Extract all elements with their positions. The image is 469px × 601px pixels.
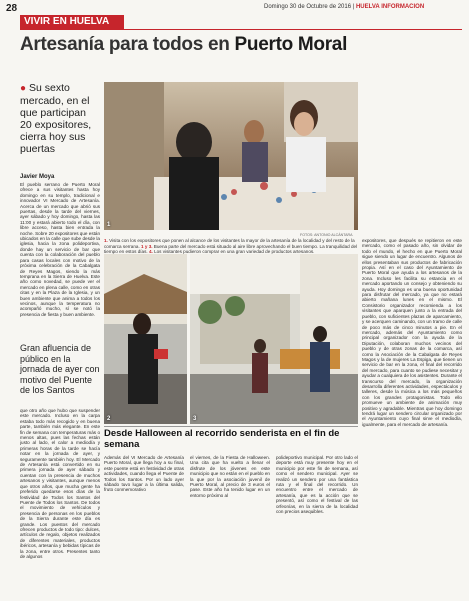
photo-number-1: 1 [107,222,111,228]
headline-place: Puerto Moral [234,34,348,55]
caption-text-1: Visita con los expositores que ponen al alcance de los visitantes la mayor de la artesanía de la localidad y del resto de la comarca serrana. [104,238,355,249]
byline: Javier Moya [20,174,55,180]
pull-quote: Gran afluencia de público en la jornada de ayer con motivo del Puente de los Santos [20,343,100,395]
lead-text [20,82,100,155]
bullet-dot-icon: ● [20,83,27,94]
photo-caption [104,238,358,255]
caption-num-3: 4. [148,249,153,255]
photo-credit: FOTOS: ANTONIO ALCÁNTARA [300,233,353,237]
body-column-1a: El pueblo serrano de Puerto Moral ofrece a sus visitantes hasta hoy domingo en su templo, tradicional e innovador VI Mercado de Artesanía. Acerca de un mercado que abrió sus puertas, desde la tarde del viernes, ayer sábado y hoy domingo, hasta las 11:00 y estará abierto todo el día, con libre acceso, hasta bien entrada la noche. Sobre 20 expositores que están ubicados en la calle que sube desde la iglesia, hacia la zona polideportiva, donde hay un servicio de bar que cuenta con la colaboración del pueblo para casas locales con motivo de la próxima celebración de la Cabalgata de Reyes Magos, siendo la más temprana en la Sierra de Huelva. Este año como novedad, se puede ver el mercado en plena calle, como en otras citas y en la Plaza de la Iglesia, y un buen ambiente que anima a todos los vecinos, aunque la temperatura no acompañó mucho, sí se notó la presencia de fiesta y buen ambiente. [20,182,100,317]
dateline [264,4,424,10]
section-label: VIVIR EN HUELVA [20,15,124,29]
photo-2-illustration [104,254,187,424]
page-number: 28 [6,3,18,14]
caption-num-1: 1. [104,238,108,243]
section-rule [20,29,462,30]
photo-main-market [104,82,358,230]
caption-text-3: Los visitantes pudieron comprar en una gran variedad de productos artesanos. [152,249,315,255]
lead-body: Su sexto mercado, en el que participan 20 expositores, cierra hoy sus puertas [20,82,92,155]
sub-body-column-3: polideportivo municipal. Por otro lado el deporte está muy presente hoy en el municipio por este fin de semana, así como el sendero municipal. Ayer se realizó un sendero por una fantástica ruta y el final del recorrido. Un encuentro entre el mercado de artesanía, que es la acción que se presentó, así como el festival de las orfeonías, en la sierra de la localidad con precios asequibles. [276,455,358,515]
dateline-separator: | [351,4,356,10]
sub-body-column-2: el viernes, de la Fiesta de Halloween. Una cita que ha vuelto a llenar el disfrute de los jóvenes en este municipio que no están en el pueblo en la que por la asociación juvenil de Puerto Moral, al precio de 3 euros el pase. Este año ha tenido lugar en un entorno próximo al [190,455,270,498]
dateline-date: Domingo 30 de Octubre de 2016 [264,4,352,10]
dateline-brand: HUELVA INFORMACION [355,4,425,10]
caption-text-2: Buena parte del mercado está situado al aire libre aprovechando el buen tiempo. La tranquilidad del tiempo en estos días. [104,243,358,255]
photo-street-visitor [104,254,187,424]
headline [20,34,462,56]
sub-article-rule [104,426,358,427]
sub-headline: Desde Halloween al recorrido senderista en el fin de semana [104,428,340,450]
photo-number-3: 3 [193,416,197,422]
photo-street-market [190,254,358,424]
sub-body-column-1: Además del VI Mercado de Artesanía Puerto Moral, que llega hoy a su final, este puente está en festividad de otras actividades, cuando llega el Puente de Todos los Santos. Por un lado ayer sábado tuvo lugar a la última salida, fruto conmemorativo [104,455,184,493]
photo-3-illustration [190,254,358,424]
body-column-4: expositores, que después se repitieron en este mercado, como el pasado año, sin olvidar de todo el mundo, el hecho en que Puerto Moral sigue siendo un lugar de encuentro. Algunos de ellos presentaban sus productos de fabricación propia. Así en el caso del Ayuntamiento de Puerto Moral que ayuda a los artesanos de la zona. Incluso les facilita su estancia en el mercado aportando un consejo y obteniendo su ayuda. Hoy domingo es una buena oportunidad para disfrutar del mercado, ya que no estará abierto mañana lunes en el mismo. El Consistorio organizador recomienda a los visitantes que aparquen junto a la entrada del pueblo, con suficientes plazas de aparcamiento, y se acerquen caminando, con un tramo de calle de poco más de cinco minutos a pie. En el mercado, además del Ayuntamiento como principal organizador con la ayuda de la Diputación, colaboran muchos vecinos del pueblo y de otras zonas de la comarca, así como la Asociación de la Cabalgata de Reyes Magos y la de mujeres La Espiga, que tienen un servicio de bar en la zona, el final del recorrido del mercado, para cuanto se pudiese necesitar y ayudar a cualquiera de los asistentes. Durante el transcurso del mercado, la organización desarrolla diferentes actividades, espectáculos y talleres, desde la música a los más pequeños con los grandes protagonistas. Todo ello promueve un ambiente de animación muy positivo y agradable. Mientras que hoy domingo tendrá lugar un sendero circular organizado por el Ayuntamiento cuyo final sirve el mediodía, igualmente, para el mercado de artesanía. [362,238,462,427]
photo-main-illustration [104,82,358,230]
body-column-1b: que otro año que hubo que suspender este mercado. Incluso en la carpa estaba todo más recogido y en buena parte, también más elegante. En este fin de semana con temperaturas más o menos altas, pues las fechas están justo al lado, el calor a mediodía y primeras horas de la tarde se hacía notar en la jornada de ayer, y seguramente también hoy. El Mercado de Artesanía está convertido en su primera jornada de ayer sábado y cuentan con la presencia de muchos artesanos y visitantes, aunque menos que otros años, que mucha gente ha preferido quedarse esos días de la festividad de Todos los Santos del Puente de Todos los Santos. De todos el movimiento de vehículos y presencia de personas en los pueblos de la Sierra durante este día es grande. Los puestos del mercado ofrecen productos de todo tipo: dulces, artículos de regalo, objetos realizados de diferentes materiales, productos ibéricos, artesanía y bebidas típicas de la zona, entre otros. Presentes tanto de algunos [20,408,100,559]
caption-num-2: 1 y 3. [141,243,153,249]
photo-number-2: 2 [107,416,111,422]
headline-prefix: Artesanía para todos en [20,34,235,55]
